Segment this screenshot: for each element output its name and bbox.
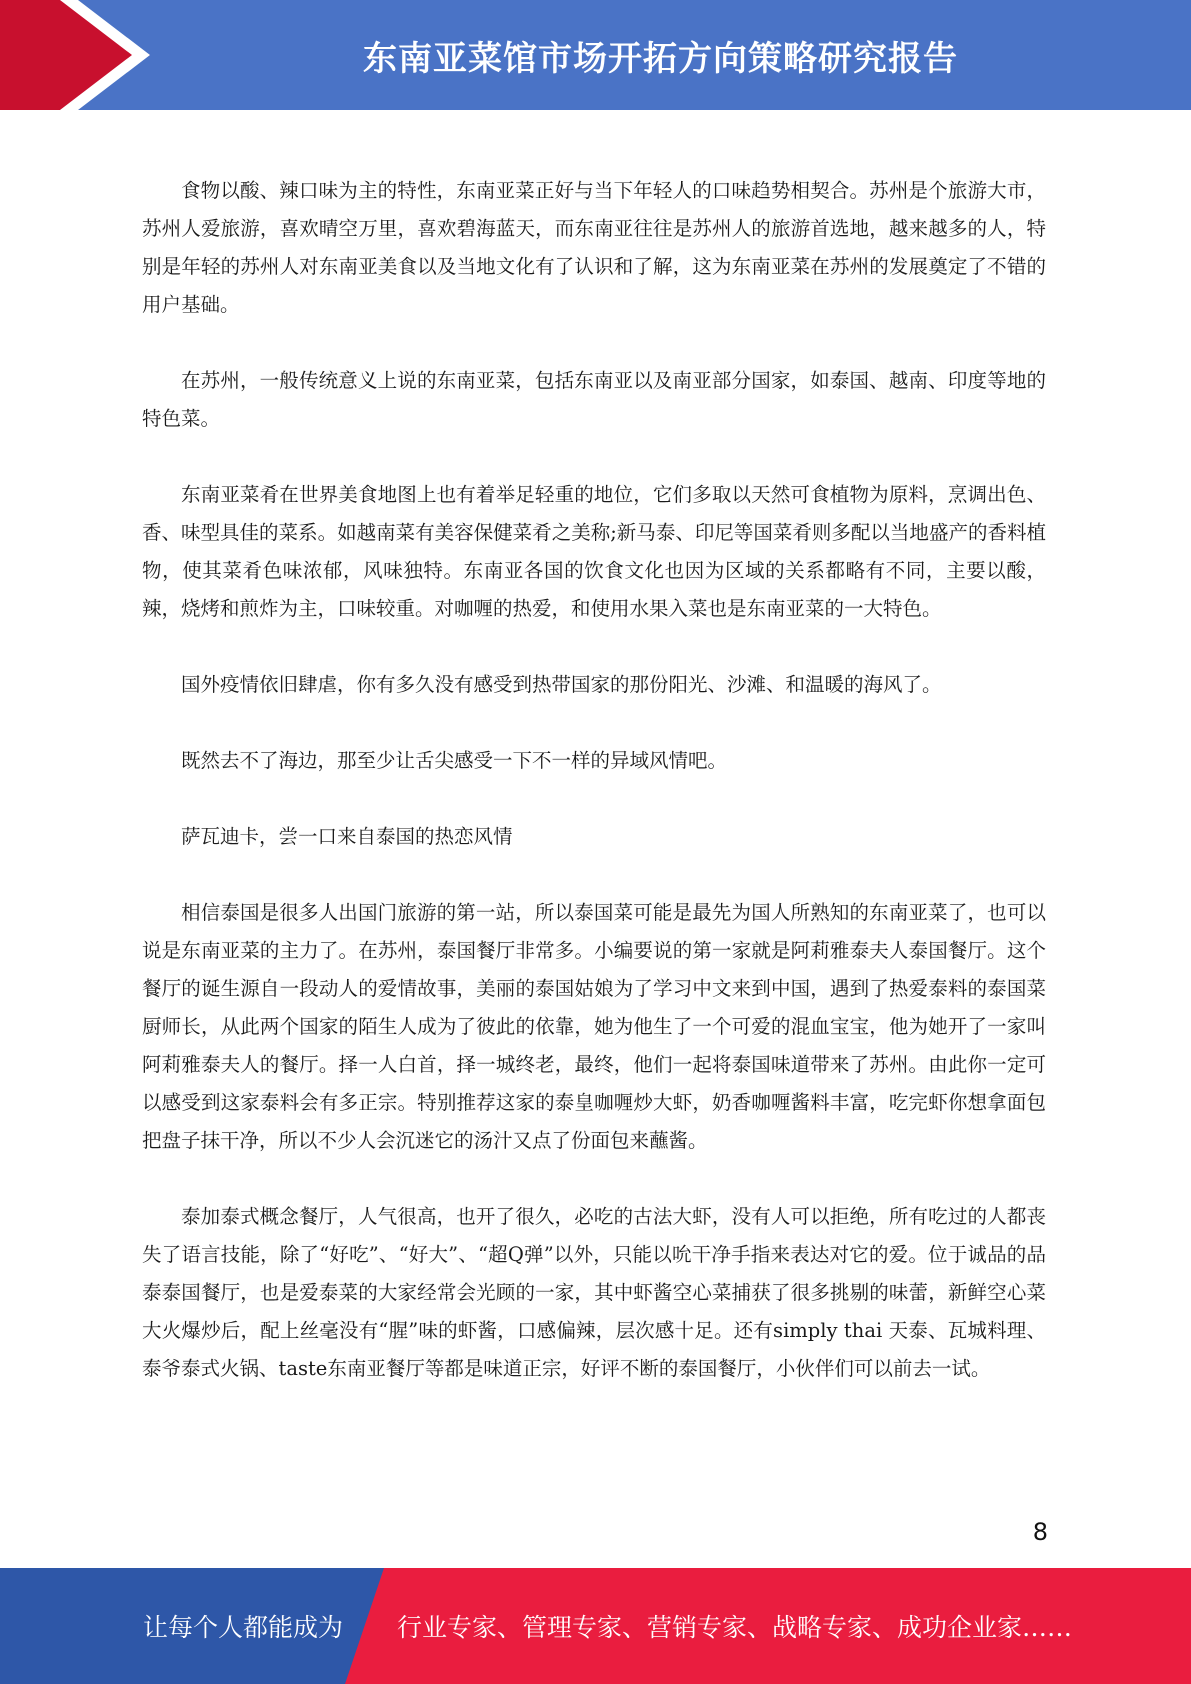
page-footer <box>0 1568 1191 1684</box>
paragraph-2: 在苏州，一般传统意义上说的东南亚菜，包括东南亚以及南亚部分国家，如泰国、越南、印度等地的特色菜。 <box>142 369 1046 430</box>
paragraph-3: 东南亚菜肴在世界美食地图上也有着举足轻重的地位，它们多取以天然可食植物为原料，烹调出色、香、味型具佳的菜系。如越南菜有美容保健菜肴之美称;新马泰、印尼等国菜肴则多配以当地盛产的香料植物，使其菜肴色味浓郁，风味独特。东南亚各国的饮食文化也因为区域的关系都略有不同，主要以酸，辣，烧烤和煎炸为主，口味较重。对咖喱的热爱，和使用水果入菜也是东南亚菜的一大特色。 <box>142 483 1046 620</box>
page-header <box>0 0 1191 110</box>
page-number: 8 <box>1032 1518 1048 1546</box>
document-body <box>142 172 1046 1426</box>
paragraph-4: 国外疫情依旧肆虐，你有多久没有感受到热带国家的那份阳光、沙滩、和温暖的海风了。 <box>181 673 942 696</box>
paragraph-7: 相信泰国是很多人出国门旅游的第一站，所以泰国菜可能是最先为国人所熟知的东南亚菜了，也可以说是东南亚菜的主力了。在苏州，泰国餐厅非常多。小编要说的第一家就是阿莉雅泰夫人泰国餐厅。这个餐厅的诞生源自一段动人的爱情故事，美丽的泰国姑娘为了学习中文来到中国，遇到了热爱泰料的泰国菜厨师长，从此两个国家的陌生人成为了彼此的依靠，她为他生了一个可爱的混血宝宝，他为她开了一家叫阿莉雅泰夫人的餐厅。择一人白首，择一城终老，最终，他们一起将泰国味道带来了苏州。由此你一定可以感受到这家泰料会有多正宗。特别推荐这家的泰皇咖喱炒大虾，奶香咖喱酱料丰富，吃完虾你想拿面包把盘子抹干净，所以不少人会沉迷它的汤汁又点了份面包来蘸酱。 <box>142 901 1046 1152</box>
footer-slogan-left: 让每个人都能成为 <box>143 1613 344 1642</box>
header-red-arrow <box>0 0 150 110</box>
paragraph-1: 食物以酸、辣口味为主的特性，东南亚菜正好与当下年轻人的口味趋势相契合。苏州是个旅游大市，苏州人爱旅游，喜欢晴空万里，喜欢碧海蓝天，而东南亚往往是苏州人的旅游首选地，越来越多的人，特别是年轻的苏州人对东南亚美食以及当地文化有了认识和了解，这为东南亚菜在苏州的发展奠定了不错的用户基础。 <box>142 179 1046 316</box>
paragraph-5: 既然去不了海边，那至少让舌尖感受一下不一样的异域风情吧。 <box>181 749 728 772</box>
paragraph-8: 泰加泰式概念餐厅，人气很高，也开了很久，必吃的古法大虾，没有人可以拒绝，所有吃过的人都丧失了语言技能，除了“好吃”、“好大”、“超Q弹”以外，只能以吮干净手指来表达对它的爱。位于诚品的品泰泰国餐厅，也是爱泰菜的大家经常会光顾的一家，其中虾酱空心菜捕获了很多挑剔的味蕾，新鲜空心菜大火爆炒后，配上丝毫没有“腥”味的虾酱，口感偏辣，层次感十足。还有simply thai 天泰、瓦城料理、泰爷泰式火锅、taste东南亚餐厅等都是味道正宗，好评不断的泰国餐厅，小伙伴们可以前去一试。 <box>142 1205 1046 1380</box>
footer-slogan-right: 行业专家、管理专家、营销专家、战略专家、成功企业家…… <box>397 1613 1073 1642</box>
header-title: 东南亚菜馆市场开拓方向策略研究报告 <box>363 38 958 79</box>
paragraph-6: 萨瓦迪卡，尝一口来自泰国的热恋风情 <box>181 825 513 848</box>
